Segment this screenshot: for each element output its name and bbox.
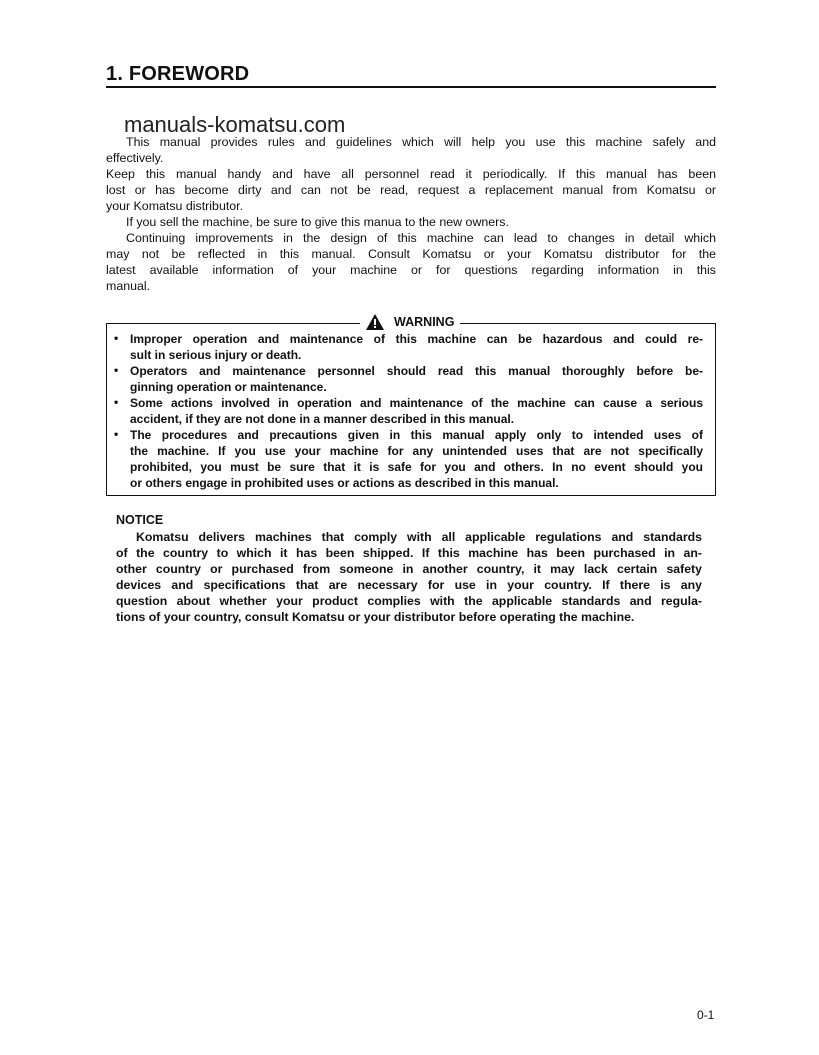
text-line: Komatsu delivers machines that comply with all applicable regulations and standards: [136, 530, 702, 544]
text-line: sult in serious injury or death.: [130, 348, 302, 362]
text-line: devices and specifications that are necessary for use in your country. If there is any: [116, 578, 702, 592]
text-line: tions of your country, consult Komatsu or your distributor before operating the machine.: [116, 610, 635, 624]
warning-bullet-item: [114, 427, 703, 491]
bullet-icon: •: [114, 427, 119, 441]
text-line: other country or purchased from someone in another country, it may lack certain safety: [116, 562, 702, 576]
text-line: of the country to which it has been shipped. If this machine has been purchased in an-: [116, 546, 702, 560]
text-line: Improper operation and maintenance of this machine can be hazardous and could re-: [130, 332, 703, 346]
warning-label: WARNING: [394, 315, 455, 329]
section-title: 1. FOREWORD: [106, 63, 250, 85]
text-line: Operators and maintenance personnel should read this manual thoroughly before be-: [130, 364, 703, 378]
warning-bullet-item: [114, 331, 703, 363]
bullet-icon: •: [114, 395, 119, 409]
text-line: ginning operation or maintenance.: [130, 380, 327, 394]
warning-bullet-item: [114, 363, 703, 395]
text-line: Some actions involved in operation and maintenance of the machine can cause a serious: [130, 396, 703, 410]
text-line: The procedures and precautions given in this manual apply only to intended uses of: [130, 428, 703, 442]
text-line: or others engage in prohibited uses or actions as described in this manual.: [130, 476, 559, 490]
bullet-icon: •: [114, 363, 119, 377]
bullet-icon: •: [114, 331, 119, 345]
warning-list: [114, 331, 703, 491]
text-line: This manual provides rules and guidelines which will help you use this machine safely and: [126, 135, 716, 149]
text-line: If you sell the machine, be sure to give this manua to the new owners.: [126, 215, 509, 229]
text-line: manual.: [106, 279, 151, 293]
title-underline: [106, 86, 716, 88]
warning-bullet-item: [114, 395, 703, 427]
text-line: the machine. If you use your machine for any unintended uses that are not specifically: [130, 444, 703, 458]
notice-heading: NOTICE: [116, 513, 164, 527]
warning-header: [360, 314, 460, 330]
text-line: prohibited, you must be sure that it is safe for you and others. In no event should you: [130, 460, 703, 474]
text-line: your Komatsu distributor.: [106, 199, 244, 213]
notice-text: [116, 529, 702, 625]
watermark: manuals-komatsu.com: [124, 112, 346, 137]
warning-triangle-icon: [366, 314, 384, 330]
text-line: Continuing improvements in the design of this machine can lead to changes in detail which: [126, 231, 716, 245]
page-number: 0-1: [697, 1008, 715, 1022]
text-line: Keep this manual handy and have all personnel read it periodically. If this manual has been: [106, 167, 716, 181]
text-line: lost or has become dirty and can not be read, request a replacement manual from Komatsu or: [106, 183, 716, 197]
text-line: effectively.: [106, 151, 164, 165]
foreword-intro: [106, 134, 716, 294]
text-line: may not be reflected in this manual. Consult Komatsu or your Komatsu distributor for the: [106, 247, 716, 261]
text-line: question about whether your product complies with the applicable standards and regula-: [116, 594, 702, 608]
text-line: latest available information of your machine or for questions regarding information in this: [106, 263, 716, 277]
text-line: accident, if they are not done in a manner described in this manual.: [130, 412, 515, 426]
